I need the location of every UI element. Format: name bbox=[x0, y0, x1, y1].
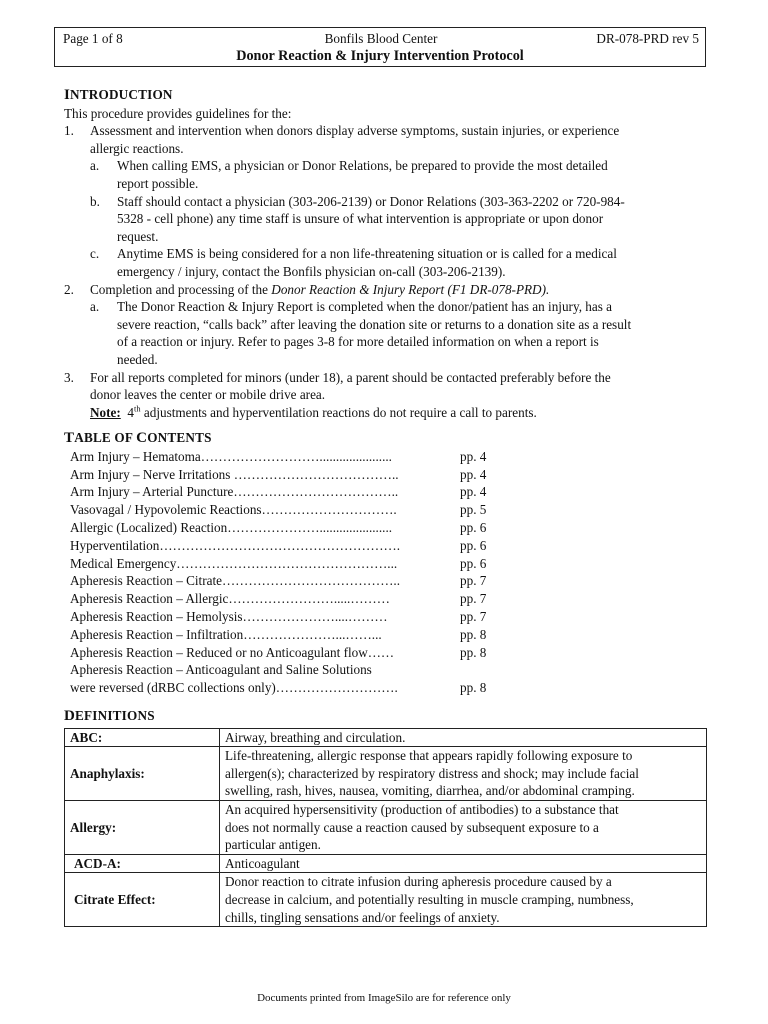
definition-term: Citrate Effect: bbox=[65, 873, 220, 927]
list-item-2a-cont: of a reaction or injury. Refer to pages 3-8 for more detailed information on when a report is bbox=[117, 334, 599, 350]
definition-term: Anaphylaxis: bbox=[65, 747, 220, 801]
list-item-1c-cont: emergency / injury, contact the Bonfils physician on-call (303-206-2139). bbox=[117, 263, 506, 279]
definition-term: ACD-A: bbox=[65, 854, 220, 873]
list-item-2: 2. Completion and processing of the Donor Reaction & Injury Report (F1 DR-078-PRD). bbox=[64, 281, 550, 297]
toc-row: Apheresis Reaction – Reduced or no Anticoagulant flow…… pp. 8 bbox=[70, 644, 487, 660]
note-line: Note: 4th adjustments and hyperventilation reactions do not require a call to parents. bbox=[90, 403, 537, 420]
toc-row: Allergic (Localized) Reaction…………………...................... pp. 6 bbox=[70, 520, 487, 536]
list-item-2a-cont: needed. bbox=[117, 351, 158, 367]
organization-name: Bonfils Blood Center bbox=[324, 31, 438, 46]
footer-disclaimer: Documents printed from ImageSilo are for reference only bbox=[257, 992, 511, 1004]
list-item-3: 3. For all reports completed for minors (under 18), a parent should be contacted preferably before the bbox=[64, 369, 611, 385]
list-item-1: 1. Assessment and intervention when donors display adverse symptoms, sustain injuries, or experience bbox=[64, 123, 620, 139]
toc-row: were reversed (dRBC collections only)………………………. pp. 8 bbox=[70, 680, 487, 696]
list-item-1b-cont: 5328 - cell phone) any time staff is unsure of what intervention is appropriate or upon donor bbox=[117, 211, 604, 227]
list-item-1c: c. Anytime EMS is being considered for a non life-threatening situation or is called for a medical bbox=[90, 246, 617, 262]
table-row bbox=[65, 728, 707, 747]
definitions-table bbox=[64, 728, 707, 928]
definitions-heading: DEFINITIONS bbox=[64, 708, 155, 725]
list-item-3-cont: donor leaves the center or mobile drive area. bbox=[90, 387, 326, 403]
list-item-1a: a. When calling EMS, a physician or Donor Relations, be prepared to provide the most detailed bbox=[90, 158, 608, 174]
toc-row: Apheresis Reaction – Allergic…………………….....……… pp. 7 bbox=[70, 591, 487, 607]
toc-heading: TABLE OF CONTENTS bbox=[64, 430, 212, 447]
introduction-heading: INTRODUCTION bbox=[64, 87, 173, 103]
list-item-2a-cont: severe reaction, “calls back” after leaving the donation site or returns to a donation site as a result bbox=[117, 316, 632, 332]
table-row bbox=[65, 801, 707, 855]
definition-text: An acquired hypersensitivity (production of antibodies) to a substance that does not normally cause a reaction caused by subsequent exposure to a particular antigen. bbox=[220, 801, 707, 855]
list-item-1-cont: allergic reactions. bbox=[90, 140, 184, 156]
definition-text: Anticoagulant bbox=[220, 854, 707, 873]
document-title: Donor Reaction & Injury Intervention Protocol bbox=[236, 48, 524, 64]
definition-text: Life-threatening, allergic response that appears rapidly following exposure to allergen(s); characterized by respiratory distress and shock; may include facial swelling, rash, hives, nausea, vomiting, diarrhea, and/or abdominal cramping. bbox=[220, 747, 707, 801]
toc-list bbox=[70, 448, 706, 697]
list-item-1b: b. Staff should contact a physician (303-206-2139) or Donor Relations (303-363-2202 or 720-984- bbox=[90, 193, 625, 209]
intro-lead: This procedure provides guidelines for the: bbox=[64, 105, 292, 121]
definition-term: Allergy: bbox=[65, 801, 220, 855]
toc-row: Apheresis Reaction – Infiltration…………………...……... pp. 8 bbox=[70, 626, 487, 642]
table-row bbox=[65, 873, 707, 927]
report-form-reference: Donor Reaction & Injury Report (F1 DR-078-PRD). bbox=[271, 281, 550, 297]
definition-term: ABC: bbox=[65, 728, 220, 747]
toc-row: Apheresis Reaction – Citrate………………………………….. pp. 7 bbox=[70, 573, 487, 589]
list-item-1a-cont: report possible. bbox=[117, 175, 199, 191]
toc-row: Hyperventilation………………………………………………. pp. 6 bbox=[70, 537, 487, 553]
document-id: DR-078-PRD rev 5 bbox=[596, 31, 699, 46]
list-item-2a: a. The Donor Reaction & Injury Report is completed when the donor/patient has an injury, has a bbox=[90, 299, 613, 315]
page-number: Page 1 of 8 bbox=[63, 31, 123, 46]
toc-row: Apheresis Reaction – Hemolysis…………………....……… pp. 7 bbox=[70, 609, 487, 625]
toc-row: Arm Injury – Hematoma………………………...................... pp. 4 bbox=[70, 448, 487, 464]
toc-row: Arm Injury – Nerve Irritations ……………………………….. pp. 4 bbox=[70, 466, 487, 482]
list-item-1b-cont: request. bbox=[117, 228, 159, 244]
definition-text: Donor reaction to citrate infusion during apheresis procedure caused by a decrease in calcium, and potentially resulting in muscle cramping, numbness, chills, tingling sensations and/or feelings of anxiety. bbox=[220, 873, 707, 927]
toc-row: Apheresis Reaction – Anticoagulant and Saline Solutions bbox=[70, 662, 372, 678]
table-row bbox=[65, 747, 707, 801]
note-label: Note: bbox=[90, 404, 121, 420]
table-row bbox=[65, 854, 707, 873]
toc-row: Medical Emergency…………………………………………... pp. 6 bbox=[70, 555, 487, 571]
definition-text: Airway, breathing and circulation. bbox=[220, 728, 707, 747]
toc-row: Vasovagal / Hypovolemic Reactions…………………………. pp. 5 bbox=[70, 502, 487, 518]
header-box bbox=[54, 27, 706, 67]
main-content bbox=[64, 86, 706, 927]
toc-row: Arm Injury – Arterial Puncture……………………………….. pp. 4 bbox=[70, 484, 487, 500]
